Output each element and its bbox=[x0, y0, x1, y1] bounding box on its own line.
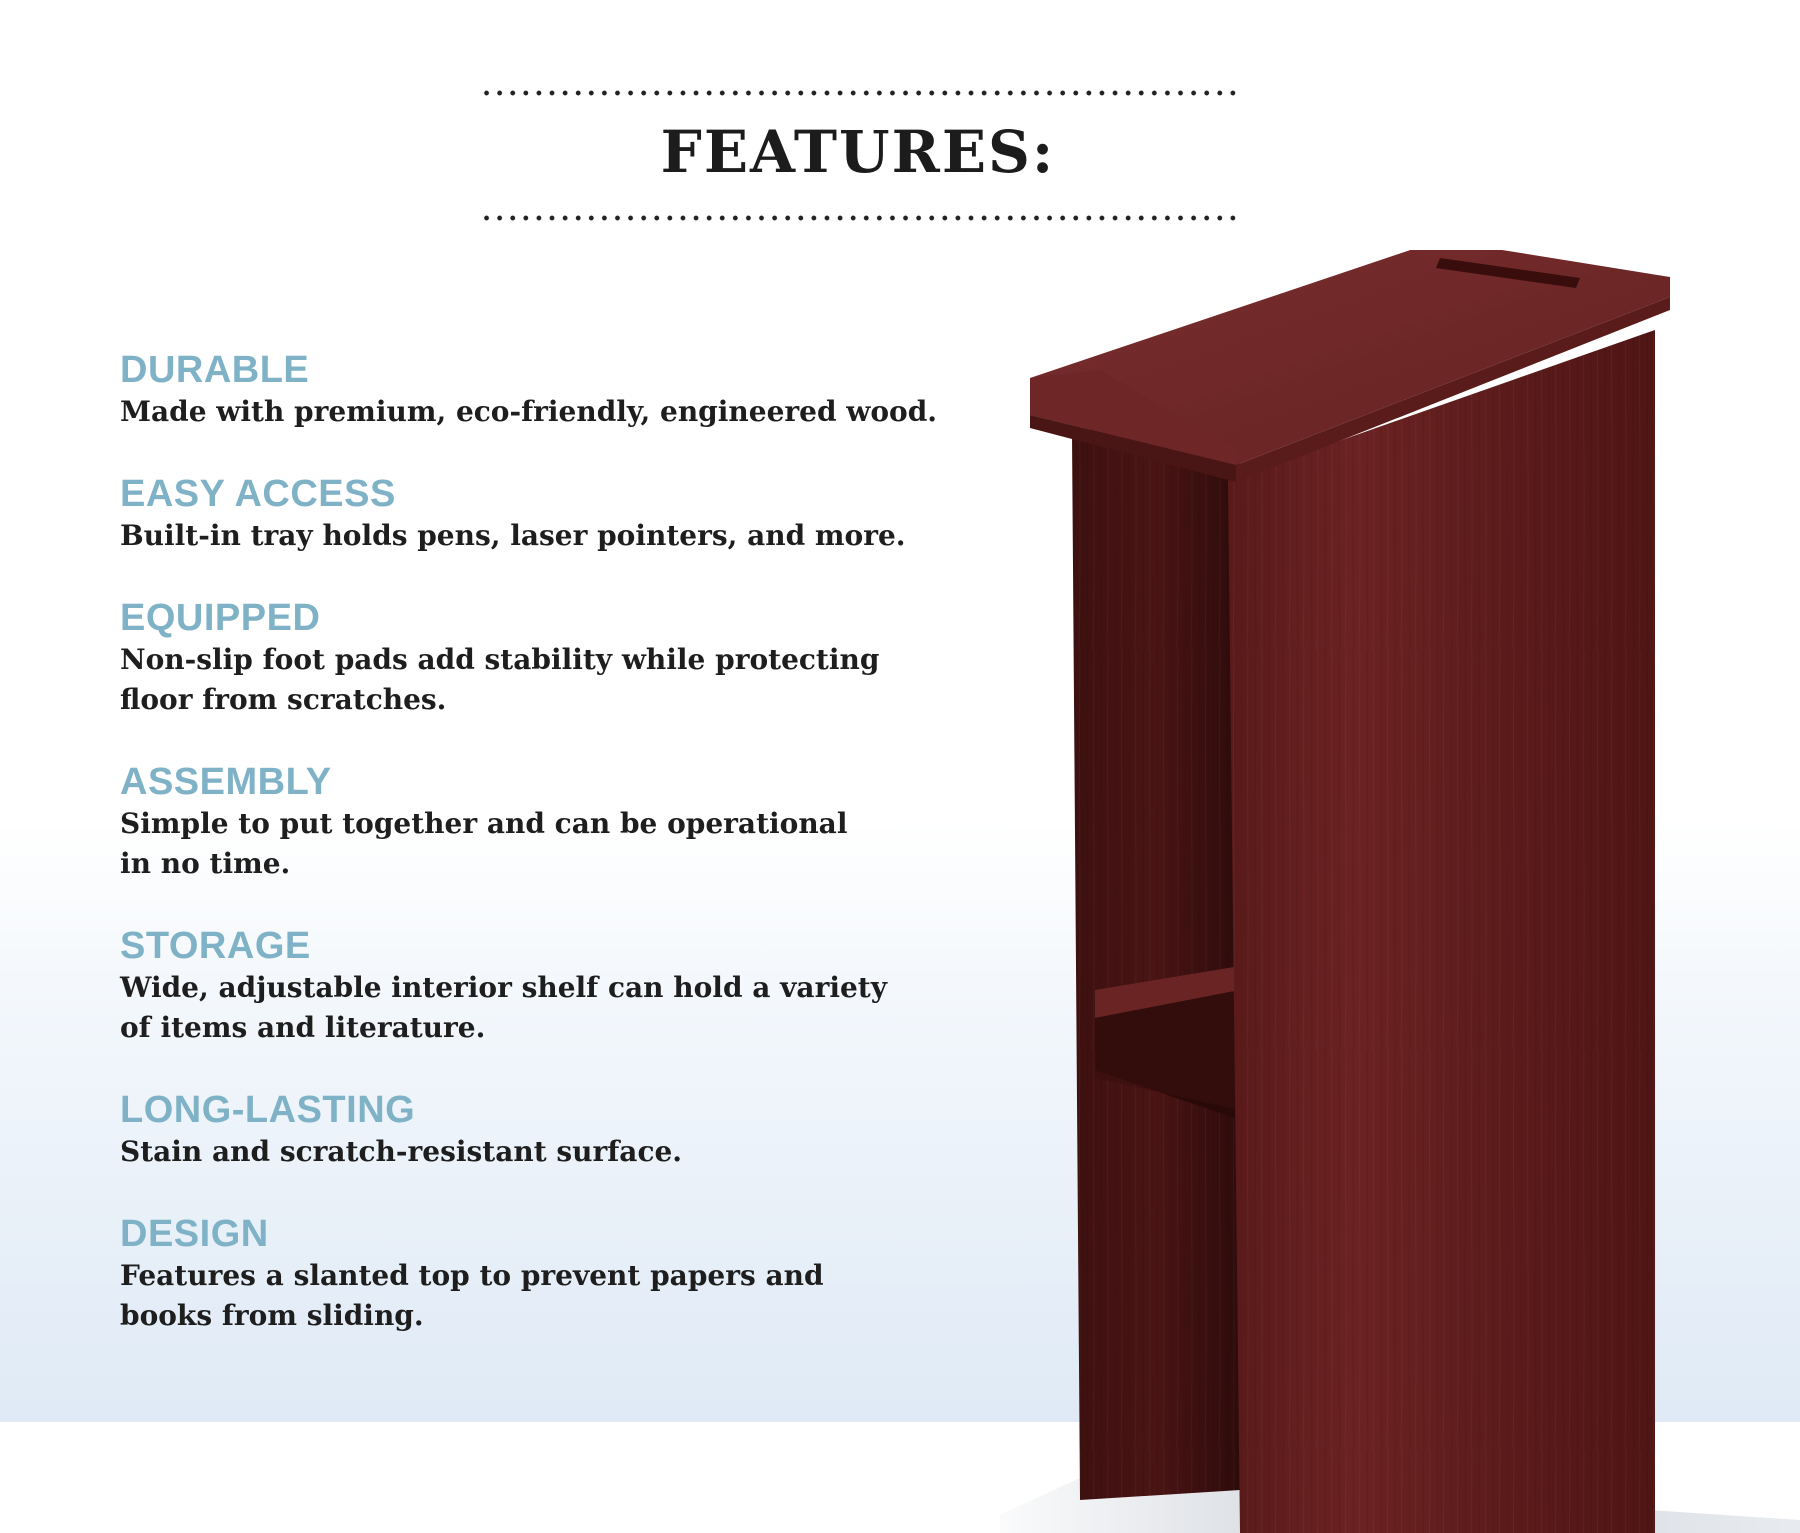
feature-description: Non-slip foot pads add stability while protecting bbox=[120, 643, 880, 676]
feature-item-easy-access bbox=[120, 472, 1000, 556]
feature-description: of items and literature. bbox=[120, 1011, 486, 1044]
feature-title: ASSEMBLY bbox=[120, 761, 332, 803]
feature-title: DURABLE bbox=[120, 349, 310, 391]
feature-title: EQUIPPED bbox=[120, 597, 321, 639]
feature-item-durable bbox=[120, 348, 1000, 432]
lectern-illustration-icon bbox=[1000, 250, 1800, 1533]
feature-item-long-lasting bbox=[120, 1088, 1000, 1172]
feature-description: Made with premium, eco-friendly, engineered wood. bbox=[120, 395, 938, 428]
feature-title: LONG-LASTING bbox=[120, 1089, 416, 1131]
feature-description: Stain and scratch-resistant surface. bbox=[120, 1135, 683, 1168]
feature-description: in no time. bbox=[120, 847, 291, 880]
feature-description: Wide, adjustable interior shelf can hold a variety bbox=[120, 971, 887, 1004]
dotted-divider-bottom bbox=[480, 215, 1236, 221]
page-title: FEATURES: bbox=[660, 118, 1056, 186]
feature-item-equipped bbox=[120, 596, 1000, 720]
feature-title: DESIGN bbox=[120, 1213, 269, 1255]
dotted-divider-top bbox=[480, 90, 1236, 96]
feature-description: Features a slanted top to prevent papers and bbox=[120, 1259, 824, 1292]
feature-description: Built-in tray holds pens, laser pointers, and more. bbox=[120, 519, 906, 552]
feature-description: Simple to put together and can be operational bbox=[120, 807, 848, 840]
feature-item-storage bbox=[120, 924, 1000, 1048]
feature-item-design bbox=[120, 1212, 1000, 1336]
feature-item-assembly bbox=[120, 760, 1000, 884]
feature-title: STORAGE bbox=[120, 925, 311, 967]
feature-title: EASY ACCESS bbox=[120, 473, 396, 515]
feature-description: books from sliding. bbox=[120, 1299, 424, 1332]
feature-description: floor from scratches. bbox=[120, 683, 447, 716]
